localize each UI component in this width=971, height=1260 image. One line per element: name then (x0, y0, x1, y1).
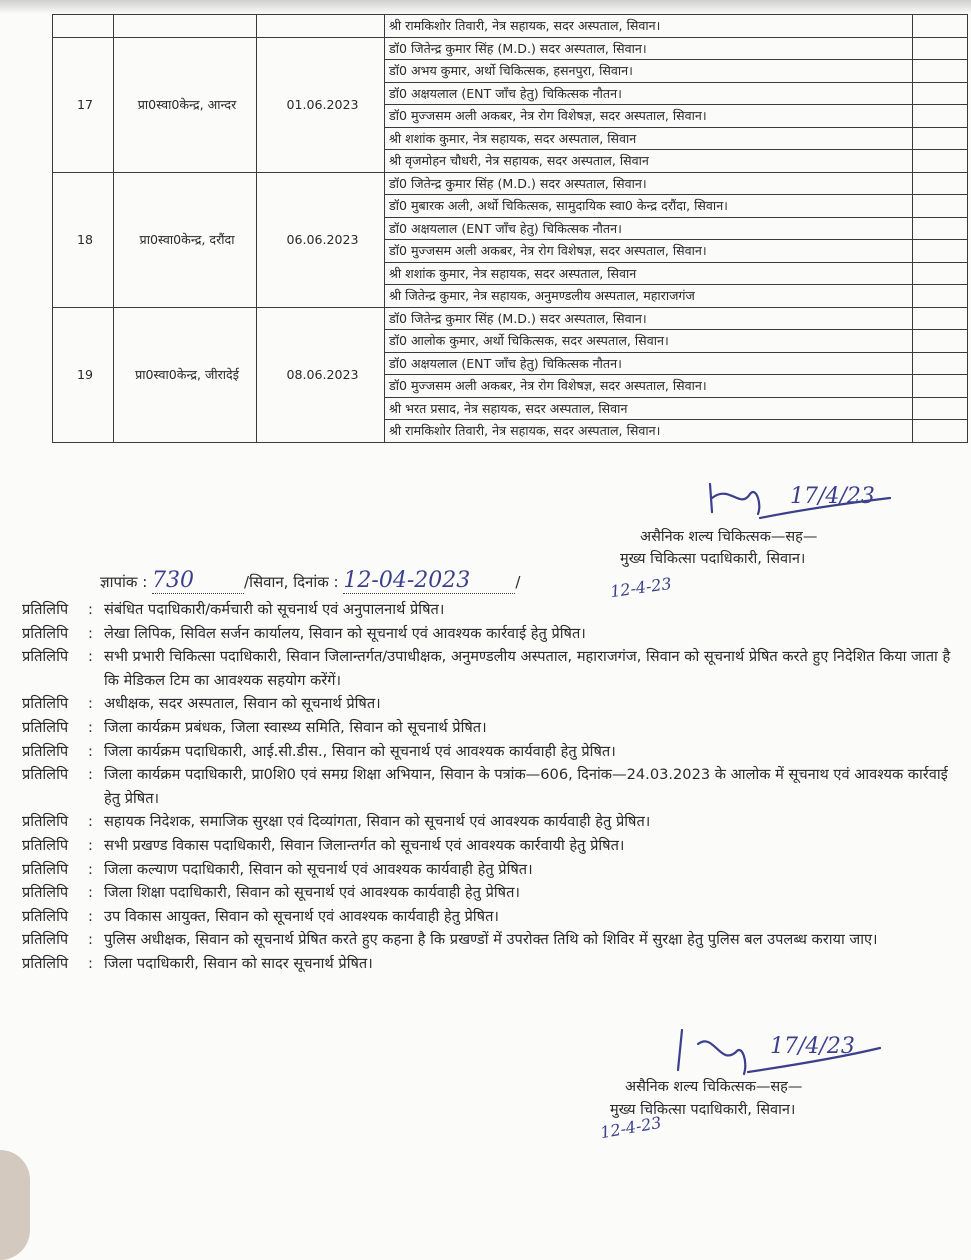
blank-cell (913, 375, 968, 398)
table-row (53, 172, 968, 195)
finger-shadow (0, 1150, 30, 1260)
team-member: डॉ0 आलोक कुमार, अर्थो चिकित्सक, सदर अस्पताल, सिवान। (385, 330, 913, 353)
copy-label: प्रतिलिपि (22, 860, 69, 878)
copy-colon: : (88, 931, 93, 949)
memo-date: 12-04-2023 (343, 568, 515, 594)
copy-text: लेखा लिपिक, सिविल सर्जन कार्यालय, सिवान को सूचनार्थ एवं आवश्यक कार्रवाई हेतु प्रेषित। (104, 624, 586, 642)
page-edge-shadow (0, 0, 971, 14)
health-center-name: प्रा0स्वा0केन्द्र, जीरादेई (114, 307, 257, 442)
blank-cell (913, 195, 968, 218)
blank-cell (913, 172, 968, 195)
copy-item (22, 834, 962, 858)
copy-item (22, 763, 962, 810)
copy-colon: : (88, 836, 93, 854)
team-member: डॉ0 जितेन्द्र कुमार सिंह (M.D.) सदर अस्पताल, सिवान। (385, 37, 913, 60)
team-member: डॉ0 जितेन्द्र कुमार सिंह (M.D.) सदर अस्पताल, सिवान। (385, 172, 913, 195)
copy-colon: : (88, 766, 93, 784)
table-row (53, 37, 968, 60)
team-member: डॉ0 मुज्जसम अली अकबर, नेत्र रोग विशेषज्ञ, सदर अस्पताल, सिवान। (385, 105, 913, 128)
blank-cell (913, 127, 968, 150)
copy-item (22, 928, 962, 952)
copy-label: प्रतिलिपि (22, 954, 69, 972)
team-member: डॉ0 मुज्जसम अली अकबर, नेत्र रोग विशेषज्ञ, सदर अस्पताल, सिवान। (385, 375, 913, 398)
copy-label: प्रतिलिपि (22, 742, 69, 760)
signatory-title-2: असैनिक शल्य चिकित्सक—सह— (625, 1079, 803, 1095)
camp-date: 06.06.2023 (257, 172, 385, 307)
copy-colon: : (88, 742, 93, 760)
row-number (53, 15, 114, 38)
copy-colon: : (88, 601, 93, 618)
camp-date (257, 15, 385, 38)
copy-text: जिला कार्यक्रम पदाधिकारी, आई.सी.डीस., सिवान को सूचनार्थ एवं आवश्यक कार्यवाही हेतु प्रेषित। (104, 742, 616, 760)
team-member: डॉ0 अक्षयलाल (ENT जॉंच हेतु) चिकित्सक नौतन। (385, 82, 913, 105)
copy-item (22, 598, 962, 622)
blank-cell (913, 217, 968, 240)
copy-text: जिला पदाधिकारी, सिवान को सादर सूचनार्थ प्रेषित। (104, 954, 373, 972)
copy-colon: : (88, 907, 93, 925)
team-member: डॉ0 मुज्जसम अली अकबर, नेत्र रोग विशेषज्ञ, सदर अस्पताल, सिवान। (385, 240, 913, 263)
copy-colon: : (88, 648, 93, 666)
team-member: श्री रामकिशोर तिवारी, नेत्र सहायक, सदर अस्पताल, सिवान। (385, 420, 913, 443)
health-center-name (114, 15, 257, 38)
signatory-designation-1: मुख्य चिकित्सा पदाधिकारी, सिवान। (620, 551, 806, 567)
copy-item (22, 881, 962, 905)
blank-cell (913, 262, 968, 285)
copy-label: प्रतिलिपि (22, 718, 69, 736)
blank-cell (913, 15, 968, 38)
blank-cell (913, 60, 968, 83)
memo-label: ज्ञापांक : (100, 573, 148, 591)
team-member: डॉ0 अक्षयलाल (ENT जॉंच हेतु) चिकित्सक नौतन। (385, 352, 913, 375)
blank-cell (913, 82, 968, 105)
blank-cell (913, 397, 968, 420)
copy-text: सभी प्रखण्ड विकास पदाधिकारी, सिवान जिलान्तर्गत को सूचनार्थ एवं आवश्यक कार्रवायी हेतु प्रेषित। (104, 836, 625, 854)
copy-item (22, 858, 962, 882)
handwritten-date-2: 17/4/23 (770, 1034, 855, 1059)
copy-label: प्रतिलिपि (22, 648, 69, 666)
blank-cell (913, 37, 968, 60)
camp-schedule-table (52, 14, 968, 443)
team-member: श्री शशांक कुमार, नेत्र सहायक, सदर अस्पताल, सिवान (385, 127, 913, 150)
memo-line (100, 568, 520, 594)
camp-date: 01.06.2023 (257, 37, 385, 172)
blank-cell (913, 307, 968, 330)
signatory-designation-2: मुख्य चिकित्सा पदाधिकारी, सिवान। (610, 1102, 796, 1118)
row-number: 19 (53, 307, 114, 442)
memo-end: / (515, 573, 521, 591)
copy-text: संबंधित पदाधिकारी/कर्मचारी को सूचनार्थ एवं अनुपालनार्थ प्रेषित। (104, 601, 445, 618)
health-center-name: प्रा0स्वा0केन्द्र, आन्दर (114, 37, 257, 172)
copy-text: पुलिस अधीक्षक, सिवान को सूचनार्थ प्रेषित करते हुए कहना है कि प्रखण्डों में उपरोक्त तिथि को शिविर में सुरक्षा हेतु पुलिस बल उपलब्ध कराया जाए। (104, 931, 878, 949)
memo-mid: /सिवान, दिनांक : (244, 573, 339, 591)
signatory-title-1: असैनिक शल्य चिकित्सक—सह— (640, 529, 818, 545)
blank-cell (913, 352, 968, 375)
team-member: डॉ0 अभय कुमार, अर्थो चिकित्सक, हसनपुरा, सिवान। (385, 60, 913, 83)
copy-label: प्रतिलिपि (22, 931, 69, 949)
blank-cell (913, 150, 968, 173)
copy-text: सहायक निदेशक, समाजिक सुरक्षा एवं दिव्यांगता, सिवान को सूचनार्थ एवं आवश्यक कार्यवाही हेतु प्रेषित। (104, 813, 651, 831)
copy-colon: : (88, 954, 93, 972)
table-row (53, 15, 968, 38)
team-member: श्री रामकिशोर तिवारी, नेत्र सहायक, सदर अस्पताल, सिवान। (385, 15, 913, 38)
copy-label: प्रतिलिपि (22, 907, 69, 925)
team-member: डॉ0 अक्षयलाल (ENT जॉंच हेतु) चिकित्सक नौतन। (385, 217, 913, 240)
team-member: श्री शशांक कुमार, नेत्र सहायक, सदर अस्पताल, सिवान (385, 262, 913, 285)
copy-text: उप विकास आयुक्त, सिवान को सूचनार्थ एवं आवश्यक कार्यवाही हेतु प्रेषित। (104, 907, 499, 925)
copy-text: जिला शिक्षा पदाधिकारी, सिवान को सूचनार्थ एवं आवश्यक कार्यवाही हेतु प्रेषित। (104, 884, 520, 902)
copy-label: प्रतिलिपि (22, 624, 69, 642)
team-member: डॉ0 मुबारक अली, अर्थो चिकित्सक, सामुदायिक स्वा0 केन्द्र दरौंदा, सिवान। (385, 195, 913, 218)
copy-text: जिला कार्यक्रम प्रबंधक, जिला स्वास्थ्य समिति, सिवान को सूचनार्थ प्रेषित। (104, 718, 487, 736)
copy-text: सभी प्रभारी चिकित्सा पदाधिकारी, सिवान जिलान्तर्गत/उपाधीक्षक, अनुमण्डलीय अस्पताल, महाराजगंज, सिवान को सूचनार्थ प्रेषित करते हुए निदेशित किया जाता है कि मेडिकल टिम का आवश्यक सहयोग करेंगें। (104, 648, 951, 689)
copy-label: प्रतिलिपि (22, 884, 69, 902)
row-number: 18 (53, 172, 114, 307)
memo-number: 730 (152, 568, 244, 594)
blank-cell (913, 240, 968, 263)
copy-item (22, 622, 962, 646)
blank-cell (913, 420, 968, 443)
copy-colon: : (88, 695, 93, 713)
copy-list (22, 598, 962, 976)
team-member: श्री जितेन्द्र कुमार, नेत्र सहायक, अनुमण्डलीय अस्पताल, महाराजगंज (385, 285, 913, 308)
copy-text: जिला कार्यक्रम पदाधिकारी, प्रा0शि0 एवं समग्र शिक्षा अभियान, सिवान के पत्रांक—606, दिनांक—24.03.2023 के आलोक में सूचनाथ एवं आवश्यक कार्रवाई हेतु प्रेषित। (104, 766, 948, 807)
table-row (53, 307, 968, 330)
copy-item (22, 905, 962, 929)
copy-text: जिला कल्याण पदाधिकारी, सिवान को सूचनार्थ एवं आवश्यक कार्यवाही हेतु प्रेषित। (104, 860, 533, 878)
blank-cell (913, 285, 968, 308)
copy-label: प्रतिलिपि (22, 601, 69, 618)
copy-label: प्रतिलिपि (22, 695, 69, 713)
copy-item (22, 716, 962, 740)
copy-item (22, 692, 962, 716)
copy-label: प्रतिलिपि (22, 836, 69, 854)
copy-colon: : (88, 718, 93, 736)
initial-date-2: 12-4-23 (598, 1112, 663, 1143)
copy-item (22, 810, 962, 834)
health-center-name: प्रा0स्वा0केन्द्र, दरौंदा (114, 172, 257, 307)
copy-item (22, 952, 962, 976)
copy-colon: : (88, 624, 93, 642)
camp-date: 08.06.2023 (257, 307, 385, 442)
team-member: डॉ0 जितेन्द्र कुमार सिंह (M.D.) सदर अस्पताल, सिवान। (385, 307, 913, 330)
copy-item (22, 645, 962, 692)
initial-date-1: 12-4-23 (608, 573, 673, 602)
copy-text: अधीक्षक, सदर अस्पताल, सिवान को सूचनार्थ प्रेषित। (104, 695, 381, 713)
blank-cell (913, 330, 968, 353)
copy-colon: : (88, 884, 93, 902)
row-number: 17 (53, 37, 114, 172)
copy-item (22, 740, 962, 764)
copy-colon: : (88, 860, 93, 878)
team-member: श्री वृजमोहन चौधरी, नेत्र सहायक, सदर अस्पताल, सिवान (385, 150, 913, 173)
handwritten-date-1: 17/4/23 (790, 484, 875, 509)
copy-label: प्रतिलिपि (22, 766, 69, 784)
team-member: श्री भरत प्रसाद, नेत्र सहायक, सदर अस्पताल, सिवान (385, 397, 913, 420)
copy-label: प्रतिलिपि (22, 813, 69, 831)
copy-colon: : (88, 813, 93, 831)
blank-cell (913, 105, 968, 128)
